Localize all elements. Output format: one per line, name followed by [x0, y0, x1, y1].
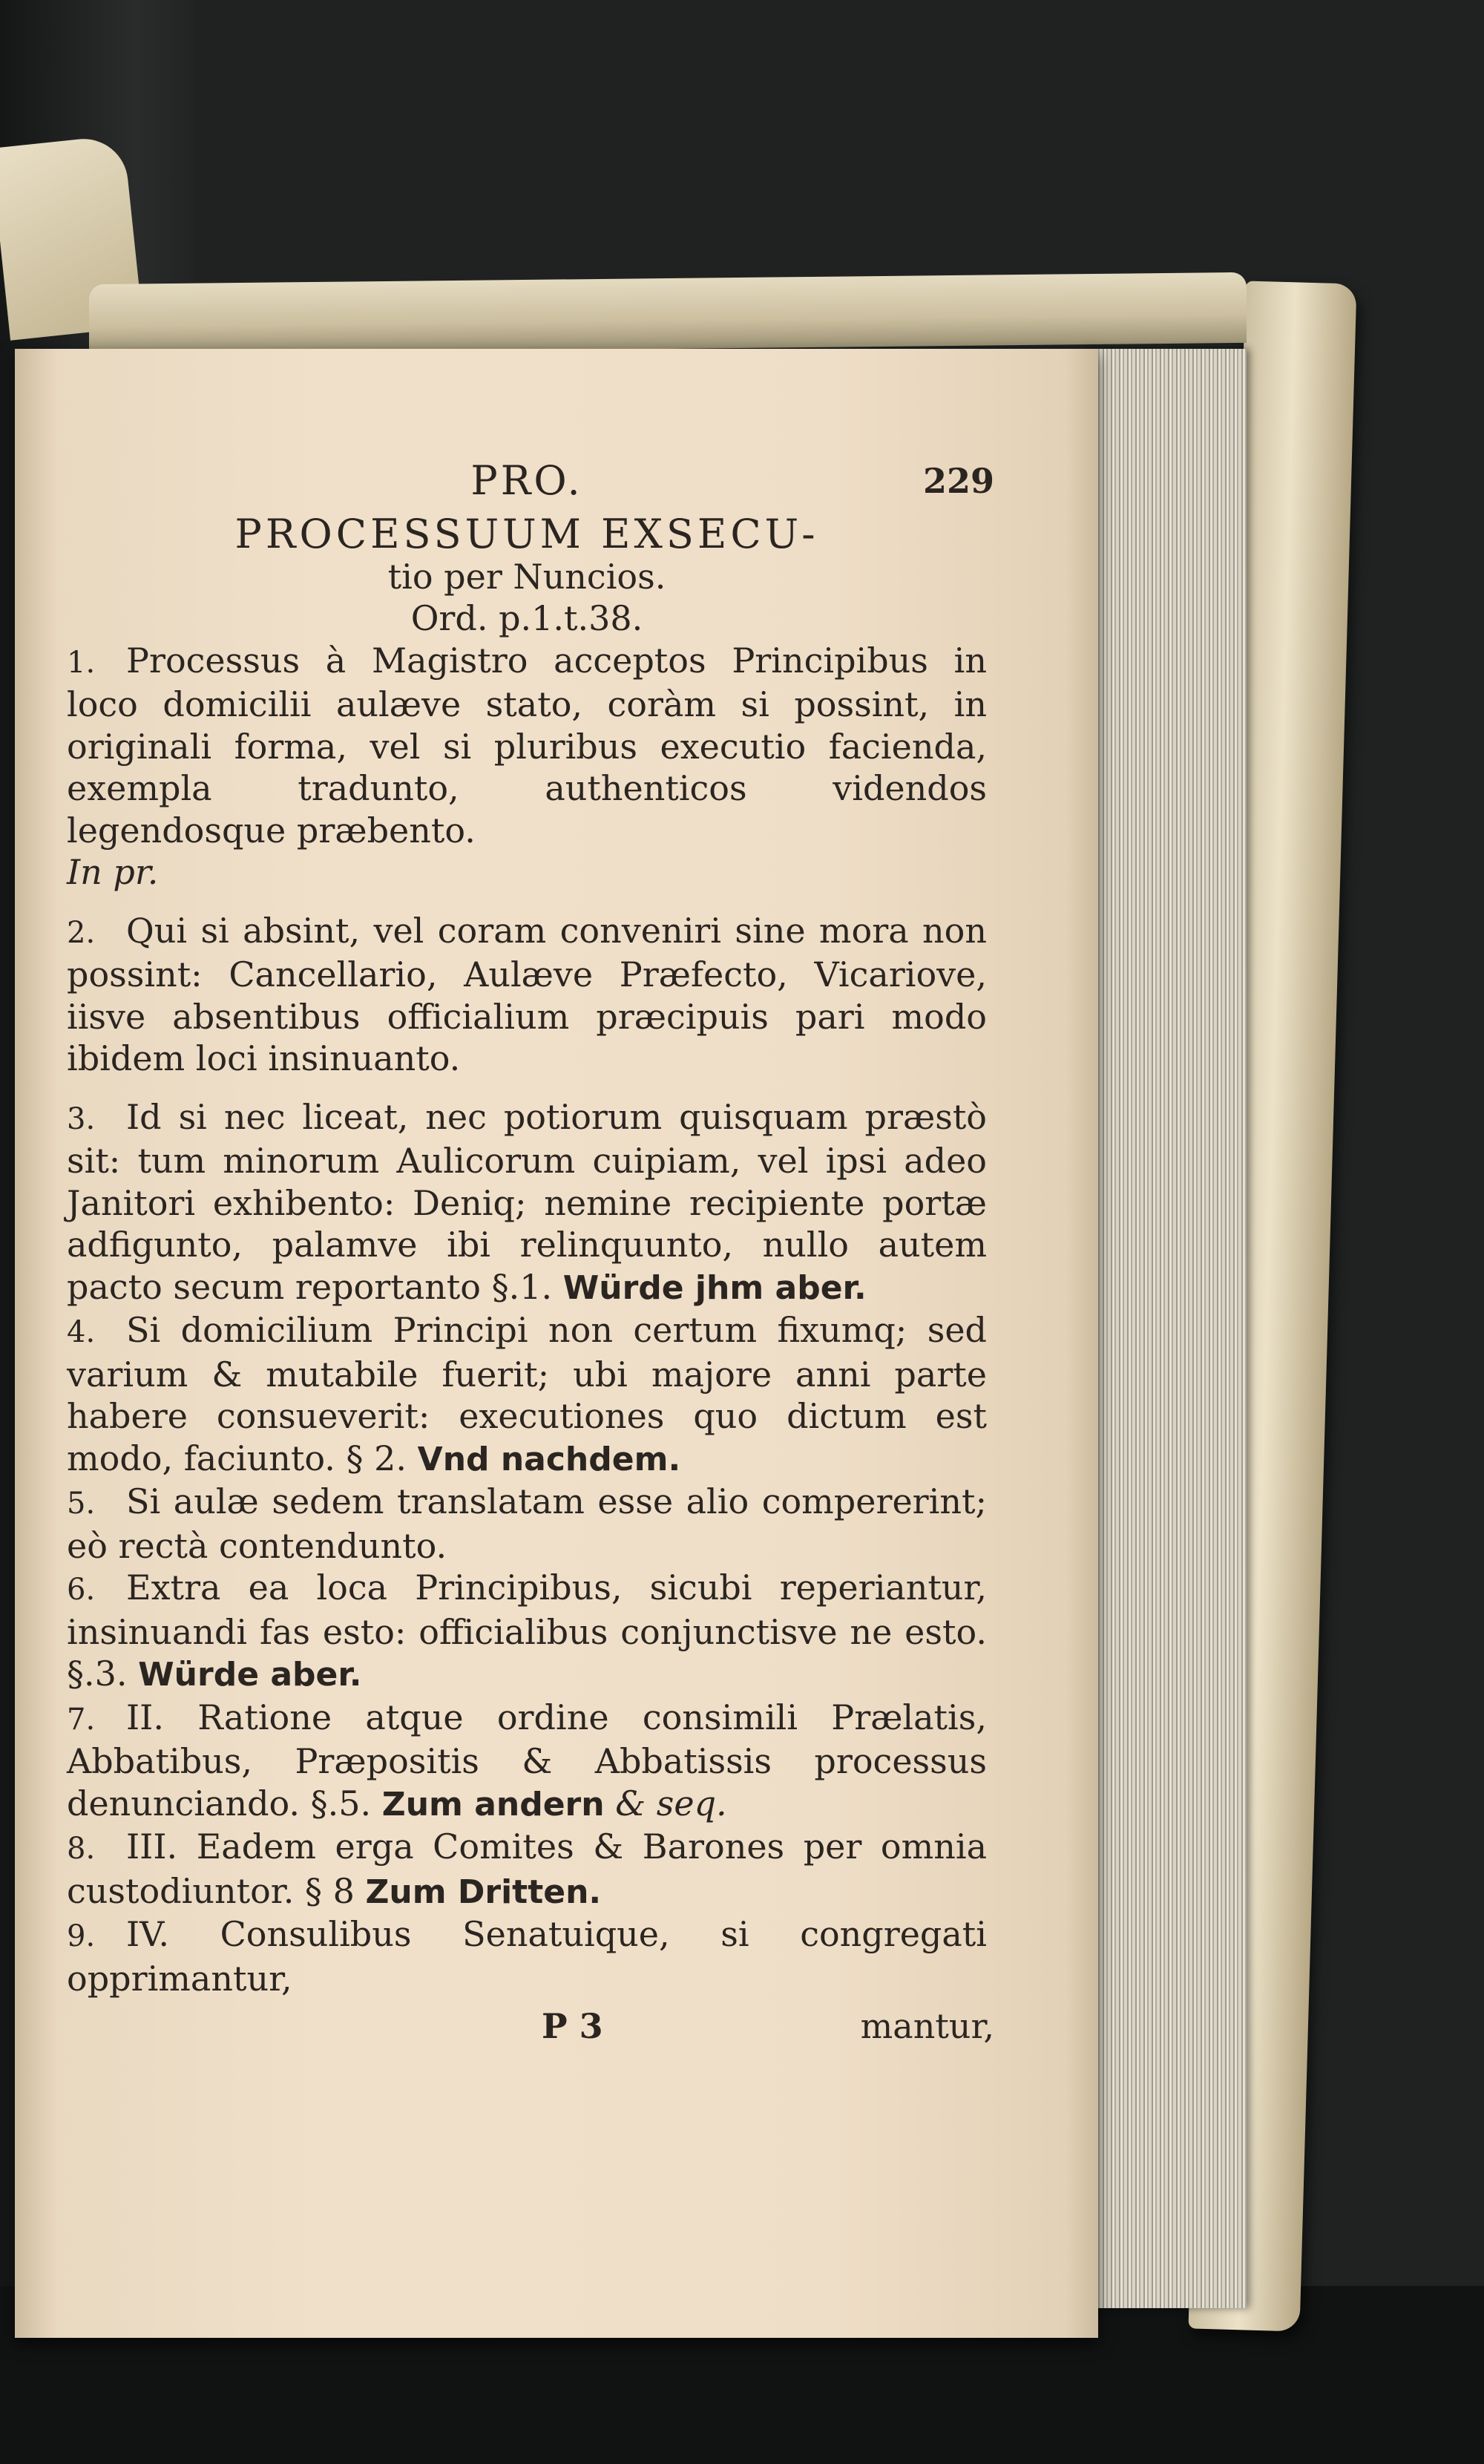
paragraph-number: 4. — [67, 1315, 96, 1349]
paragraph-number: 1. — [67, 645, 96, 680]
paragraph-text: Extra ea loca Principibus, sicubi reperiantur, insinuandi fas esto: officialibus conjunctisve ne esto. §.3. — [67, 1567, 987, 1694]
paragraph-7 — [67, 1697, 987, 1826]
paragraph-text: Si aulæ sedem translatam esse alio compererint; eò rectà contendunto. — [67, 1481, 987, 1566]
paragraph-9 — [67, 1913, 987, 1999]
german-reference: Zum andern — [381, 1785, 605, 1824]
page-footer — [67, 2005, 994, 2057]
german-reference: Würde aber. — [138, 1656, 362, 1694]
paragraph-6 — [67, 1567, 987, 1697]
paragraph-text: Processus à Magistro acceptos Principibus in loco domicilii aulæve stato, coràm si possint, in originali forma, vel si pluribus executio facienda, exempla tradunto, authenticos videndos legendosque præbento. — [67, 640, 987, 851]
paragraph-text: Si domicilium Principi non certum fixumq; sed varium & mutabile fuerit; ubi majore anni parte habere consueverit: executiones quo dictum est modo, faciunto. § 2. — [67, 1310, 987, 1478]
margin-note: In pr. — [67, 852, 159, 892]
page-number: 229 — [922, 461, 994, 501]
paragraph-number: 5. — [67, 1487, 96, 1521]
page-edges — [1083, 349, 1247, 2308]
paragraph-text: Qui si absint, vel coram conveniri sine mora non possint: Cancellario, Aulæve Præfecto, Vicariove, iisve absentibus officialium præcipuis pari modo ibidem loci insinuanto. — [67, 910, 987, 1078]
section-title-cont: tio per Nuncios. — [387, 556, 666, 597]
paragraph-text: II. Ratione atque ordine consimili Prælatis, Abbatibus, Præpositis & Abbatissis processus denunciando. §.5. — [67, 1697, 987, 1824]
book-page — [15, 349, 1098, 2338]
paragraph-number: 3. — [67, 1101, 96, 1136]
paragraph-number: 6. — [67, 1573, 96, 1607]
running-head: PRO. — [470, 457, 583, 504]
paragraph-5 — [67, 1481, 987, 1567]
signature-mark: P 3 — [542, 2006, 603, 2046]
paragraph-8 — [67, 1826, 987, 1913]
paragraph-number: 2. — [67, 915, 96, 950]
german-reference: Würde jhm aber. — [562, 1268, 867, 1307]
margin-note: & seq. — [615, 1783, 727, 1824]
german-reference: Vnd nachdem. — [417, 1440, 681, 1478]
paragraph-text: III. Eadem erga Comites & Barones per omnia custodiuntor. § 8 — [67, 1826, 987, 1911]
section-title: PROCESSUUM EXSECU- — [234, 511, 819, 557]
paragraph-number: 7. — [67, 1702, 96, 1737]
catchword: mantur, — [860, 2006, 994, 2046]
paragraph-number: 9. — [67, 1919, 96, 1953]
book-top-cover — [89, 272, 1247, 355]
paragraph-text: IV. Consulibus Senatuique, si congregati opprimantur, — [67, 1914, 987, 1999]
german-reference: Zum Dritten. — [365, 1872, 602, 1911]
section-reference: Ord. p.1.t.38. — [410, 598, 643, 638]
paragraph-number: 8. — [67, 1832, 96, 1866]
text-block — [67, 457, 994, 2057]
paragraph-2 — [67, 910, 987, 1080]
paragraph-1 — [67, 640, 987, 852]
page-header — [67, 457, 994, 514]
paragraph-4 — [67, 1309, 987, 1481]
paragraph-text: Id si nec liceat, nec potiorum quisquam præstò sit: tum minorum Aulicorum cuipiam, vel ipsi adeo Janitori exhibento: Deniq; nemine recipiente portæ adfigunto, palamve ibi relinquunto, nullo autem pacto secum reportanto §.1. — [67, 1096, 987, 1307]
paragraph-3 — [67, 1096, 987, 1310]
